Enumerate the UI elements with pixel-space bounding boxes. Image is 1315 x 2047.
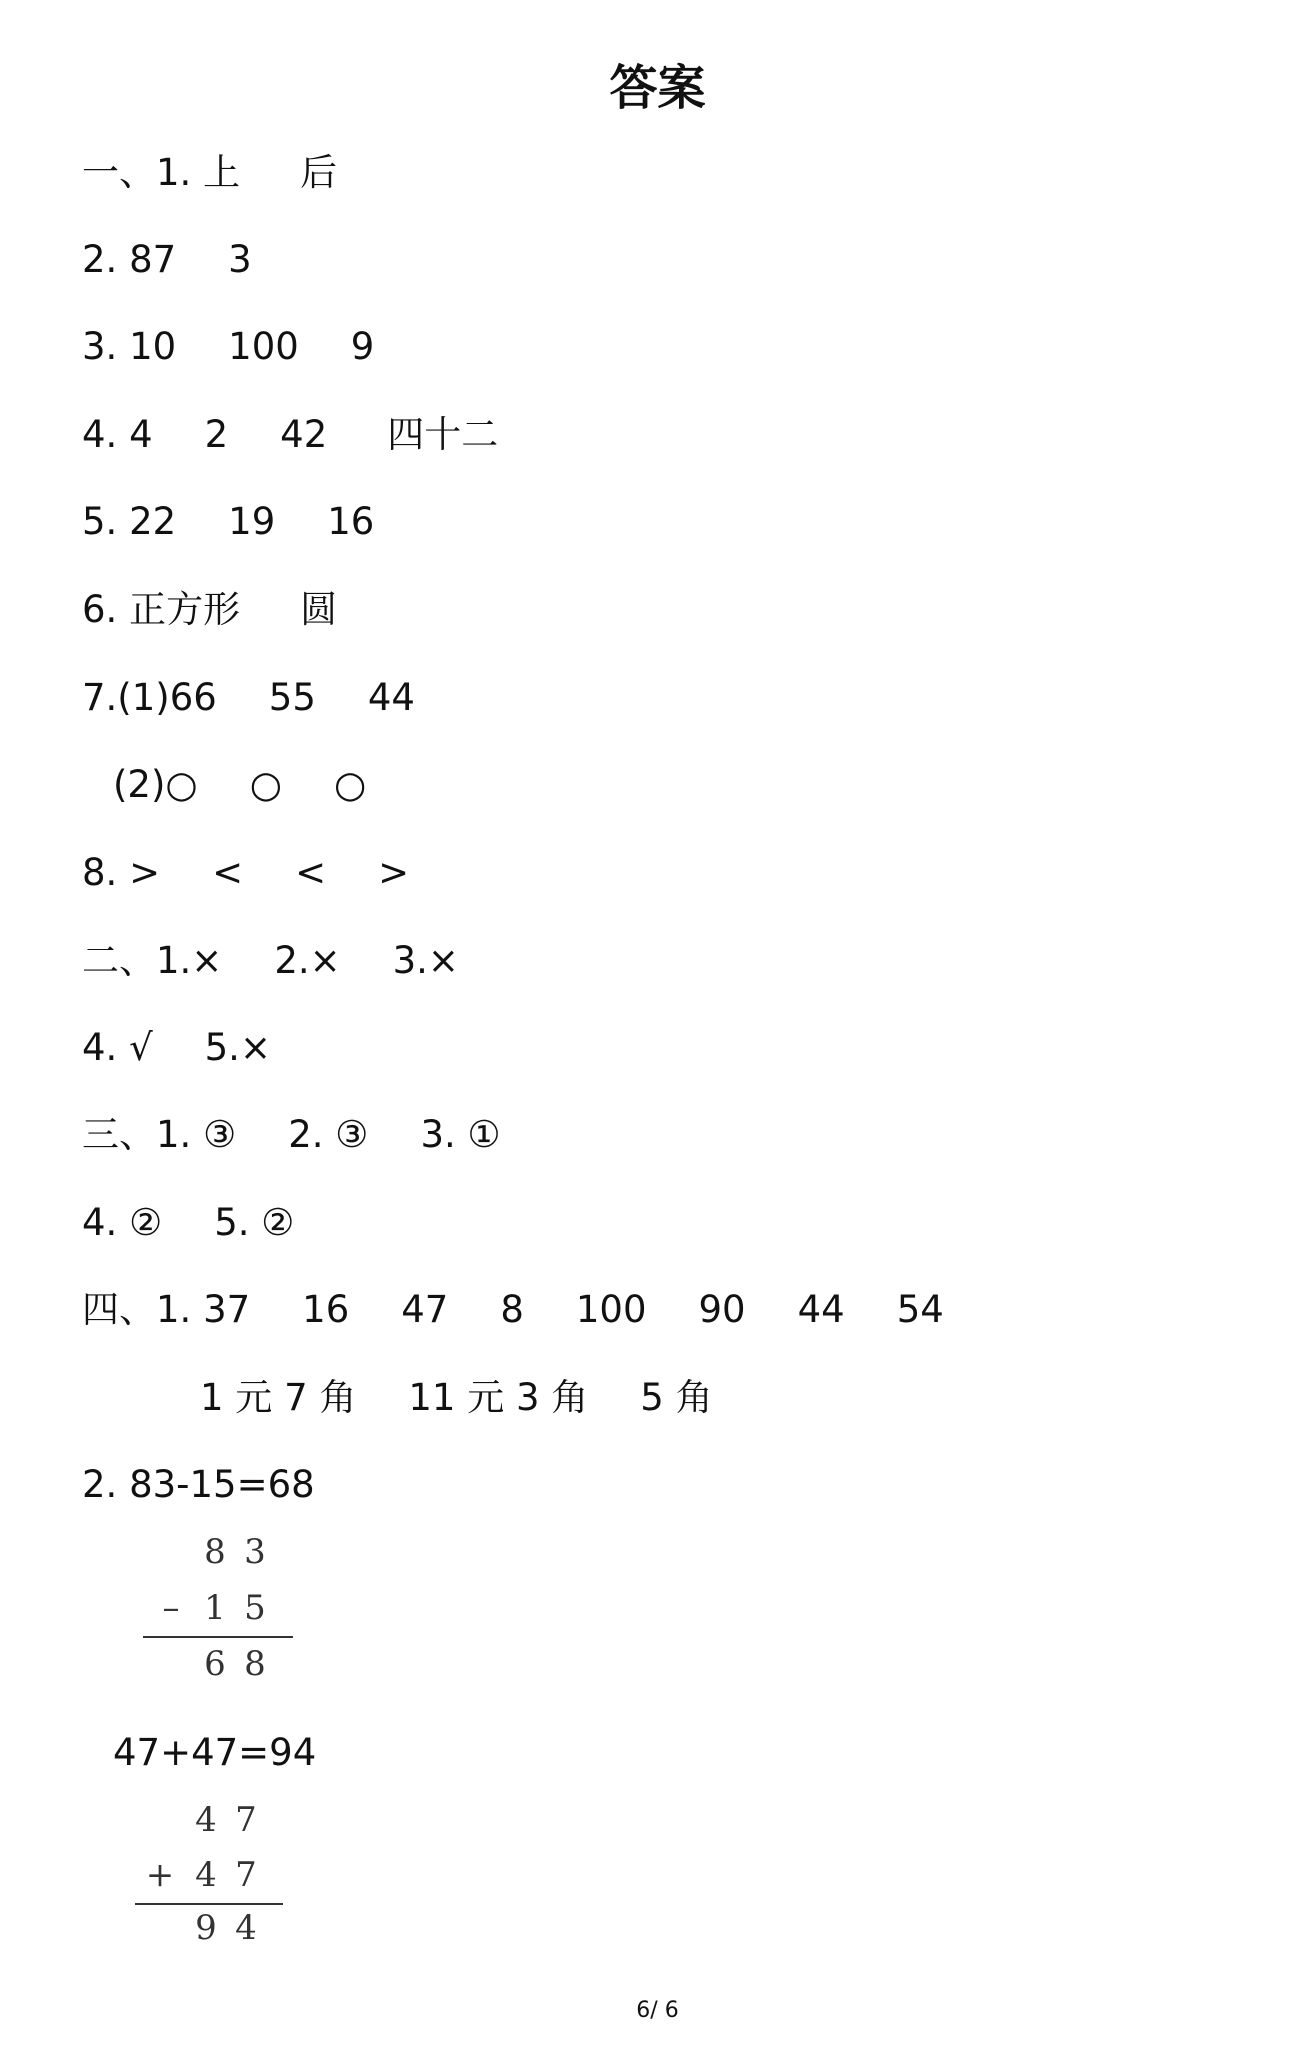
answer-token: 8. > — [82, 851, 161, 894]
digit: 9 — [195, 1908, 217, 1948]
answer-token: 47 — [401, 1288, 449, 1331]
answer-token: 4. 4 — [82, 413, 153, 456]
answer-token: 8 — [500, 1288, 524, 1331]
result-line — [135, 1903, 283, 1905]
answer-4-1-money — [200, 1373, 713, 1423]
answer-token: 100 — [228, 325, 299, 368]
answer-token: 7.(1)66 — [82, 676, 217, 719]
digit: 4 — [235, 1908, 257, 1948]
digit: 8 — [204, 1532, 226, 1572]
answer-token: 16 — [327, 500, 375, 543]
result-line — [143, 1636, 293, 1638]
answer-token: 54 — [896, 1288, 944, 1331]
answer-3-1 — [82, 1110, 501, 1160]
answer-token: < — [212, 851, 244, 894]
answer-4-1 — [82, 1285, 944, 1335]
answer-token: 90 — [698, 1288, 746, 1331]
digit: 7 — [235, 1855, 257, 1895]
answer-token: 100 — [575, 1288, 647, 1331]
digit: 3 — [244, 1532, 266, 1572]
answer-token: 1 元 7 角 — [200, 1376, 357, 1419]
answer-token: 42 — [280, 413, 328, 456]
digit: 5 — [244, 1588, 266, 1628]
vertical-addition — [132, 1800, 292, 1965]
answer-token: 9 — [350, 325, 375, 368]
answer-token: 圆 — [300, 588, 338, 631]
answer-1-7-2 — [113, 760, 366, 810]
plus-sign: + — [145, 1855, 175, 1895]
answer-1-6 — [82, 585, 337, 635]
answer-token: > — [378, 851, 410, 894]
answer-1-3 — [82, 322, 374, 372]
page-title: 答案 — [609, 60, 706, 116]
answer-token: ○ — [334, 763, 367, 806]
answer-token: 2. ③ — [288, 1113, 369, 1156]
answer-1-2 — [82, 235, 252, 285]
answer-token: 3. ① — [420, 1113, 501, 1156]
answer-token: 55 — [268, 676, 316, 719]
answer-token: 6. 正方形 — [82, 588, 241, 631]
answer-token: 后 — [300, 151, 338, 194]
minus-sign: – — [162, 1588, 180, 1628]
answer-token: (2)○ — [113, 763, 198, 806]
digit: 4 — [195, 1800, 217, 1840]
answer-token: 3.× — [392, 939, 459, 982]
answer-1-1 — [82, 148, 337, 198]
answer-token: 2 — [204, 413, 229, 456]
answer-token: 四、1. 37 — [82, 1288, 251, 1331]
answer-2-1 — [82, 936, 459, 986]
answer-token: 5.× — [204, 1026, 271, 1069]
page-number: 6/ 6 — [636, 1998, 679, 2023]
answer-3-4 — [82, 1198, 294, 1248]
answer-token: < — [295, 851, 327, 894]
answer-token: 一、1. 上 — [82, 151, 241, 194]
answer-token: 二、1.× — [82, 939, 223, 982]
answer-token: 四十二 — [387, 413, 499, 456]
answer-token: 5. ② — [214, 1201, 295, 1244]
answer-token: 11 元 3 角 — [408, 1376, 589, 1419]
answer-token: 4. ② — [82, 1201, 163, 1244]
answer-token: 三、1. ③ — [82, 1113, 237, 1156]
digit: 1 — [204, 1588, 226, 1628]
answer-token: 3. 10 — [82, 325, 177, 368]
answer-token: 2.× — [274, 939, 341, 982]
answer-token: 44 — [797, 1288, 845, 1331]
answer-1-8 — [82, 848, 409, 898]
answer-token: 19 — [228, 500, 276, 543]
answer-token: 3 — [228, 238, 252, 281]
answer-token: 47+47=94 — [113, 1731, 317, 1774]
answer-token: 44 — [367, 676, 415, 719]
digit: 8 — [244, 1644, 266, 1684]
answer-2-4 — [82, 1023, 271, 1073]
vertical-subtraction — [140, 1530, 300, 1700]
digit: 7 — [235, 1800, 257, 1840]
answer-token: 2. 83-15=68 — [82, 1463, 315, 1506]
digit: 4 — [195, 1855, 217, 1895]
answer-token: 4. √ — [82, 1026, 153, 1069]
answer-token: 5. 22 — [82, 500, 177, 543]
answer-token: ○ — [249, 763, 282, 806]
answer-4-2-equation-1 — [82, 1460, 315, 1510]
answer-token: 16 — [302, 1288, 350, 1331]
digit: 6 — [204, 1644, 226, 1684]
answer-1-4 — [82, 410, 498, 460]
answer-1-7-1 — [82, 673, 415, 723]
answer-token: 5 角 — [640, 1376, 713, 1419]
answer-1-5 — [82, 497, 374, 547]
answer-token: 2. 87 — [82, 238, 177, 281]
answer-4-2-equation-2 — [113, 1728, 316, 1778]
